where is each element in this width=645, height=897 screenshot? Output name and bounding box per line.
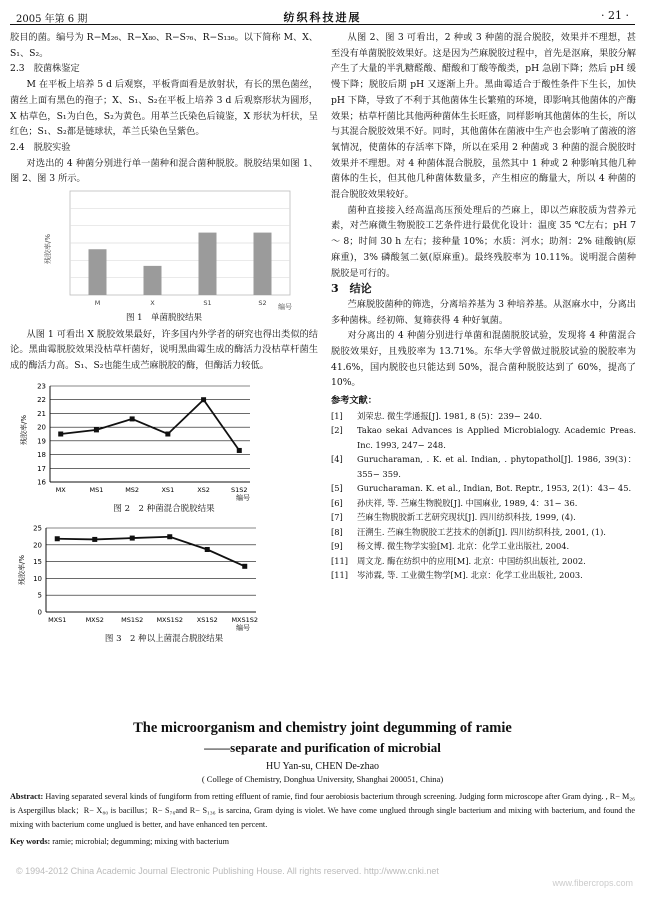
data-point (94, 427, 99, 432)
bar (89, 249, 107, 295)
tick-label: 23 (37, 382, 46, 391)
references-list (331, 409, 636, 583)
category-label: MS2 (125, 485, 140, 494)
keywords-label: Key words: (10, 837, 51, 846)
reference-text: Takao sekai Advances is Applied Microbialogy. Academic Preas. Inc. 1993, 247− 248. (357, 425, 636, 450)
tick-label: 20 (33, 540, 42, 549)
line-chart (10, 522, 310, 632)
category-label: S1 (203, 299, 212, 308)
tick-label: 22 (37, 396, 46, 405)
reference-number: [4] (331, 454, 343, 465)
reference-item (331, 568, 636, 583)
category-label: MXS1S2 (156, 615, 184, 624)
data-point (205, 547, 210, 552)
paragraph: 对选出的 4 种菌分别进行单一菌种和混合菌种脱胶。脱胶结果如图 1、图 2、图 3 所示。 (10, 157, 318, 185)
reference-text: 孙庆祥, 等. 苎麻生物脱胶[J]. 中国麻业, 1989, 4：31− 36. (357, 497, 578, 508)
keywords (10, 835, 635, 849)
affiliation: ( College of Chemistry, Donghua University, Shanghai 200051, China) (201, 774, 444, 784)
english-title: The microorganism and chemistry joint degumming of ramie (133, 720, 512, 736)
x-axis-label: 编号 (278, 303, 292, 312)
reference-text: 刘荣忠. 微生学通报[J]. 1981, 8 (5)：239− 240. (357, 410, 542, 421)
english-subtitle: ——separate and purification of microbial (204, 740, 441, 755)
reference-text: 苎麻生物脱胶新工艺研究现状[J]. 四川纺织科技, 1999, (4). (357, 512, 576, 523)
line-chart (10, 378, 310, 502)
section-2-4-title: 2.4 脱胶实验 (10, 141, 71, 153)
reference-number: [6] (331, 497, 343, 508)
category-label: M (94, 299, 101, 308)
references-title: 参考文献： (331, 395, 377, 407)
data-point (130, 416, 135, 421)
tick-label: 10 (33, 574, 42, 583)
reference-number: [11] (331, 555, 349, 566)
reference-text: Gurucharaman. K. et al., Indian, Bot. Reptr., 1953, 2(1)：43− 45. (357, 483, 632, 494)
category-label: XS1 (161, 485, 175, 494)
reference-text: Gurucharaman, . K. et al. Indian, . phytopathol[J]. 1986, 39(3)：355− 359. (357, 454, 636, 479)
page-number: · 21 · (601, 9, 629, 22)
y-axis-label: 残胶率/% (20, 414, 28, 445)
category-label: MXS2 (85, 615, 104, 624)
reference-item (331, 539, 636, 554)
reference-number: [1] (331, 410, 343, 421)
watermark: www.fibercrops.com (552, 878, 633, 888)
bar (144, 266, 162, 295)
tick-label: 21 (37, 409, 46, 418)
series-line (61, 400, 240, 451)
page-header (10, 8, 635, 25)
tick-label: 18 (37, 450, 46, 459)
bar-chart (10, 187, 310, 311)
y-axis-label: 残胶率/% (18, 554, 26, 585)
paragraph: 从图 2、图 3 可看出，2 种或 3 种菌的混合脱胶，效果并不理想，甚至没有单菌脱胶效果好。这是因为苎麻脱胶过程中，首先是沤麻，果胶分解产生了大量的半乳糖醛酸、醋酸和丁酸等酸类，pH 急剧下降；然后 pH 缓慢下降；脱胶后期 pH 又逐渐上升。黑曲霉适合于酸性条件下生长，加快 pH 下降，导致了不利于其他菌体生长繁殖的环境，即影响其他菌体的产酶效果；枯草杆菌比其他两种菌体生长旺盛，同样影响其他菌体的生长，所以与其混合脱胶效果不好。同时，其他菌体在菌液中生产也会影响了菌液的溶氧情况，使菌体的存活率下降，所以在采用 2 种菌或 3 种菌的混合脱胶时效果并不理想。对 4 种菌体混合脱胶，虽然其中 1 种或 2 种影响其他几种菌体的生长，但其他几种菌体数量多，产生相应的酶量大，所以 4 种菌的混合脱胶效果较好。 (331, 32, 636, 201)
reference-item (331, 510, 636, 525)
bar (254, 233, 272, 295)
reference-text: 周文龙. 酶在纺织中的应用[M]. 北京：中国纺织出版社, 2002. (357, 555, 586, 566)
right-column (331, 30, 636, 583)
category-label: S2 (258, 299, 267, 308)
reference-item (331, 481, 636, 496)
tick-label: 17 (37, 464, 46, 473)
issue-label: 2005 年第 6 期 (16, 14, 88, 25)
figure-1 (10, 187, 318, 311)
category-label: MX (55, 485, 66, 494)
reference-number: [2] (331, 425, 343, 436)
data-point (242, 563, 247, 568)
tick-label: 0 (37, 608, 42, 617)
reference-text: 杨文博. 微生物学实验[M]. 北京：化学工业出版社, 2004. (357, 541, 570, 552)
data-point (167, 534, 172, 539)
data-point (58, 431, 63, 436)
reference-number: [5] (331, 483, 343, 494)
data-point (55, 536, 60, 541)
category-label: X (150, 299, 155, 308)
paragraph: 苎麻脱胶菌种的筛选，分离培养基为 3 种培养基。从沤麻水中，分离出多种菌株。经初筛、复筛获得 4 种好氧菌。 (331, 298, 636, 326)
paragraph: 胶目的菌。编号为 R−M₂₆、R−X₈₀、R−S₇₆、R−S₁₃₆。以下简称 M、X、S₁、S₂。 (10, 32, 318, 59)
category-label: MS1 (89, 485, 104, 494)
section-2-3-title: 2.3 胶菌株鉴定 (10, 63, 80, 75)
reference-text: 岑沛霖, 等. 工业微生物学[M]. 北京：化学工业出版社, 2003. (357, 570, 583, 581)
abstract-text: Having separated several kinds of fungiform from retting effluent of ramie, find four aerobiosis bacterium through screening. Judging form microscope after Gram dying. , R− M₂₆ is Aspergillus black；R− X₈₀ is bacillus；R− S₇₆and R− S₁₃₆ is sarcina, Gram dying is violet. We have come unglued through single bacterium and mixing with bacterium, and found the mixing with bacterium come unglued is better, and have enhanced ten percent. (10, 792, 635, 829)
category-label: S1S2 (231, 485, 248, 494)
reference-item (331, 452, 636, 481)
bar (199, 233, 217, 295)
data-point (201, 397, 206, 402)
figure-1-caption: 图 1 单菌脱胶结果 (125, 313, 203, 324)
authors: HU Yan-su, CHEN De-zhao (265, 761, 380, 772)
tick-label: 25 (33, 524, 42, 533)
reference-text: 汪溯生. 苎麻生物脱胶工艺技术的创新[J]. 四川纺织科技, 2001, (1). (357, 526, 606, 537)
tick-label: 15 (33, 557, 42, 566)
english-abstract-block (10, 718, 635, 849)
paragraph: 菌种直接接入经高温高压预处理后的苎麻上，即以苎麻胶质为营养元素，对苎麻微生物脱胶工艺条件进行最优化设计：温度 35 ℃左右；pH 7～ 8；时间 30 h 左右；接种量 10%；水质：河水；助剂：2% 硅酸钠(原麻重)，3% 磷酸氢二氨(原麻重)。最终残胶率为 10.11%。说明混合菌种脱胶是可行的。 (331, 204, 636, 279)
reference-item (331, 554, 636, 569)
x-axis-label: 编号 (236, 623, 250, 632)
x-axis-label: 编号 (236, 493, 250, 502)
reference-number: [9] (331, 541, 343, 552)
figure-2 (10, 378, 318, 502)
reference-item (331, 409, 636, 424)
copyright-text: © 1994-2012 China Academic Journal Electronic Publishing House. All rights reserved. http://www.cnki.net (16, 866, 439, 876)
category-label: MXS1 (48, 615, 67, 624)
tick-label: 20 (37, 423, 46, 432)
figure-3-caption: 图 3 2 种以上菌混合脱胶结果 (104, 633, 224, 644)
reference-item (331, 525, 636, 540)
tick-label: 16 (37, 478, 46, 487)
reference-item (331, 423, 636, 452)
data-point (130, 535, 135, 540)
figure-2-caption: 图 2 2 种菌混合脱胶结果 (113, 503, 215, 514)
paragraph: 对分离出的 4 种菌分别进行单菌和混菌脱胶试验，发现将 4 种菌混合脱胶效果好，且残胶率为 13.71%。东华大学曾做过脱胶试验的脱胶率为 41.6%，国内脱胶也只能达到 50%，混合菌种脱胶达到了 60%，提高了 10%。 (331, 330, 636, 389)
abstract (10, 790, 635, 832)
keywords-text: ramie; microbial; degumming; mixing with bacterium (50, 837, 229, 846)
tick-label: 19 (37, 437, 46, 446)
reference-number: [7] (331, 512, 343, 523)
category-label: MXS1S2 (231, 615, 259, 624)
reference-item (331, 496, 636, 511)
data-point (165, 431, 170, 436)
reference-number: [8] (331, 526, 343, 537)
left-column (10, 30, 318, 647)
paragraph: M 在平板上培养 5 d 后观察，平板背面看是放射状，有长的黑色菌丝，菌丝上面有黑色的孢子；X、S₁、S₂在平板上培养 3 d 后观察形状为圆形，X 枯草色，S₁为白色，S₂为黄色。用革兰氏染色后镜鉴，X 形状为杆状，呈红色；S₁、S₂都是链球状，革兰氏染色呈紫色。 (10, 79, 318, 138)
category-label: XS1S2 (196, 615, 218, 624)
category-label: MS1S2 (121, 615, 144, 624)
abstract-label: Abstract: (10, 792, 44, 801)
data-point (92, 536, 97, 541)
category-label: XS2 (197, 485, 210, 494)
paragraph: 从图 1 可看出 X 脱胶效果最好，许多国内外学者的研究也得出类似的结论。黑曲霉脱胶效果没枯草杆菌好，说明黑曲霉生成的酶活力没枯草杆菌生成的酶活力高。S₁、S₂也能生成苎麻脱胶的酶，但酶活力较低。 (10, 328, 318, 372)
y-axis-label: 残胶率/% (44, 234, 52, 265)
journal-name: 纺织科技进展 (283, 11, 362, 24)
section-3-title: 3 结论 (331, 282, 372, 296)
figure-3 (10, 522, 318, 632)
data-point (237, 448, 242, 453)
reference-number: [11] (331, 570, 349, 581)
tick-label: 5 (37, 591, 42, 600)
